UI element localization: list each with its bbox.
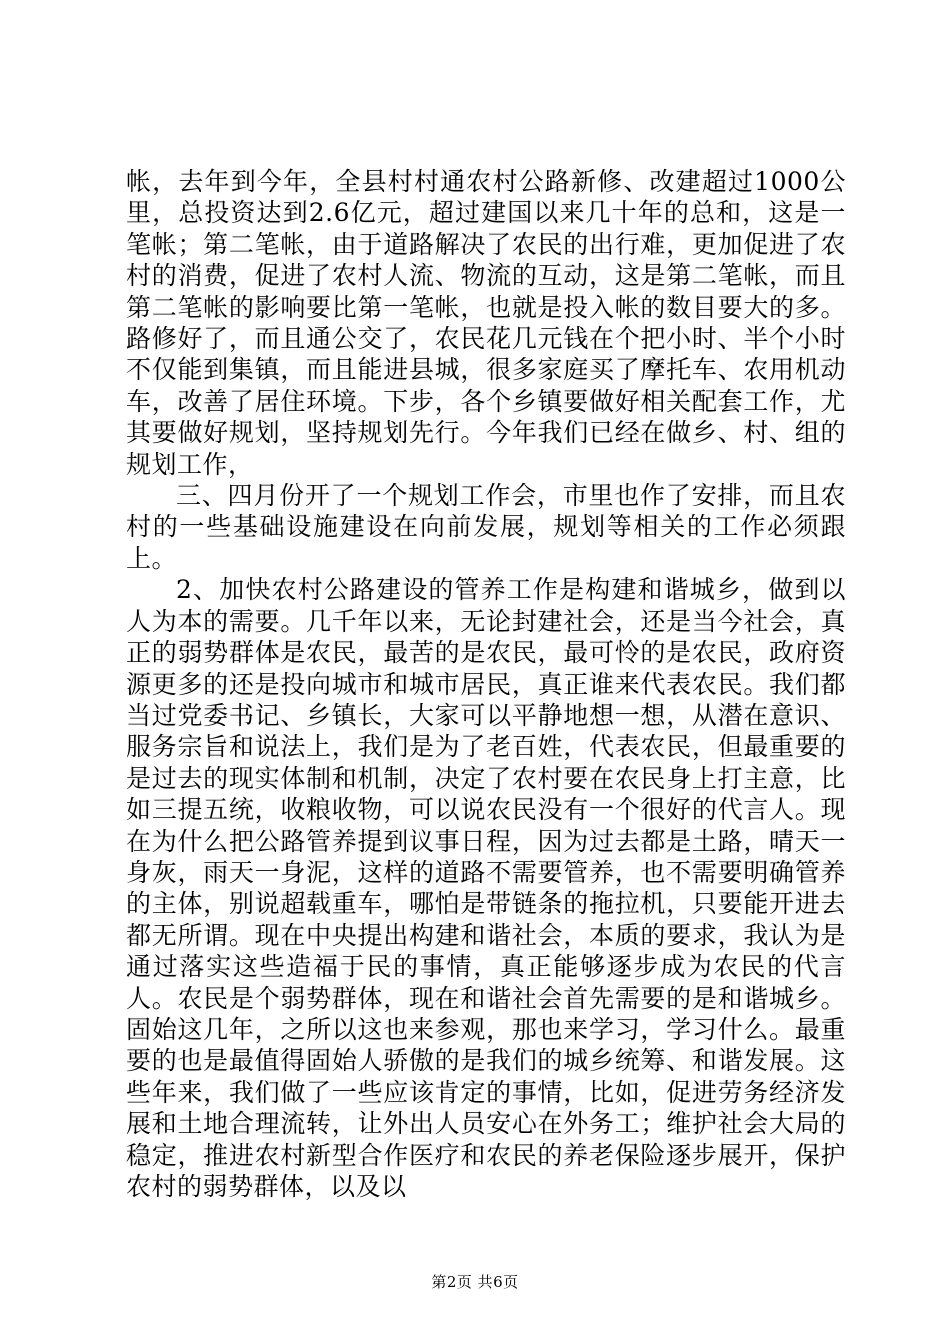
page-footer: 第2页 共6页 — [431, 1273, 519, 1291]
paragraph-3: 2、加快农村公路建设的管养工作是构建和谐城乡，做到以人为本的需要。几千年以来，无论封建社会，还是当今社会，真正的弱势群体是农民，最苦的是农民，最可怜的是农民，政府资源更多的还是投向城市和城市居民，真正谁来代表农民。我们都当过党委书记、乡镇长，大家可以平静地想一想，从潜在意识、服务宗旨和说法上，我们是为了老百姓，代表农民，但最重要的是过去的现实体制和机制，决定了农村要在农民身上打主意，比如三提五统，收粮收物，可以说农民没有一个很好的代言人。现在为什么把公路管养提到议事日程，因为过去都是土路，晴天一身灰，雨天一身泥，这样的道路不需要管养，也不需要明确管养的主体，别说超载重车，哪怕是带链条的拖拉机，只要能开进去都无所谓。现在中央提出构建和谐社会，本质的要求，我认为是通过落实这些造福于民的事情，真正能够逐步成为农民的代言人。农民是个弱势群体，现在和谐社会首先需要的是和谐城乡。固始这几年，之所以这也来参观，那也来学习，学习什么。最重要的也是最值得固始人骄傲的是我们的城乡统筹、和谐发展。这些年来，我们做了一些应该肯定的事情，比如，促进劳务经济发展和土地合理流转，让外出人员安心在外务工；维护社会大局的稳定，推进农村新型合作医疗和农民的养老保险逐步展开，保护农村的弱势群体，以及以 — [126, 575, 846, 1201]
paragraph-1: 帐，去年到今年，全县村村通农村公路新修、改建超过1000公里，总投资达到2.6亿元，超过建国以来几十年的总和，这是一笔帐；第二笔帐，由于道路解决了农民的出行难，更加促进了农村的消费，促进了农村人流、物流的互动，这是第二笔帐，而且第二笔帐的影响要比第一笔帐，也就是投入帐的数目要大的多。路修好了，而且通公交了，农民花几元钱在个把小时、半个小时不仅能到集镇，而且能进县城，很多家庭买了摩托车、农用机动车，改善了居住环境。下步，各个乡镇要做好相关配套工作，尤其要做好规划，坚持规划先行。今年我们已经在做乡、村、组的规划工作， — [126, 167, 846, 479]
paragraph-2: 三、四月份开了一个规划工作会，市里也作了安排，而且农村的一些基础设施建设在向前发展，规划等相关的工作必须跟上。 — [126, 481, 846, 573]
document-body — [126, 166, 846, 1202]
